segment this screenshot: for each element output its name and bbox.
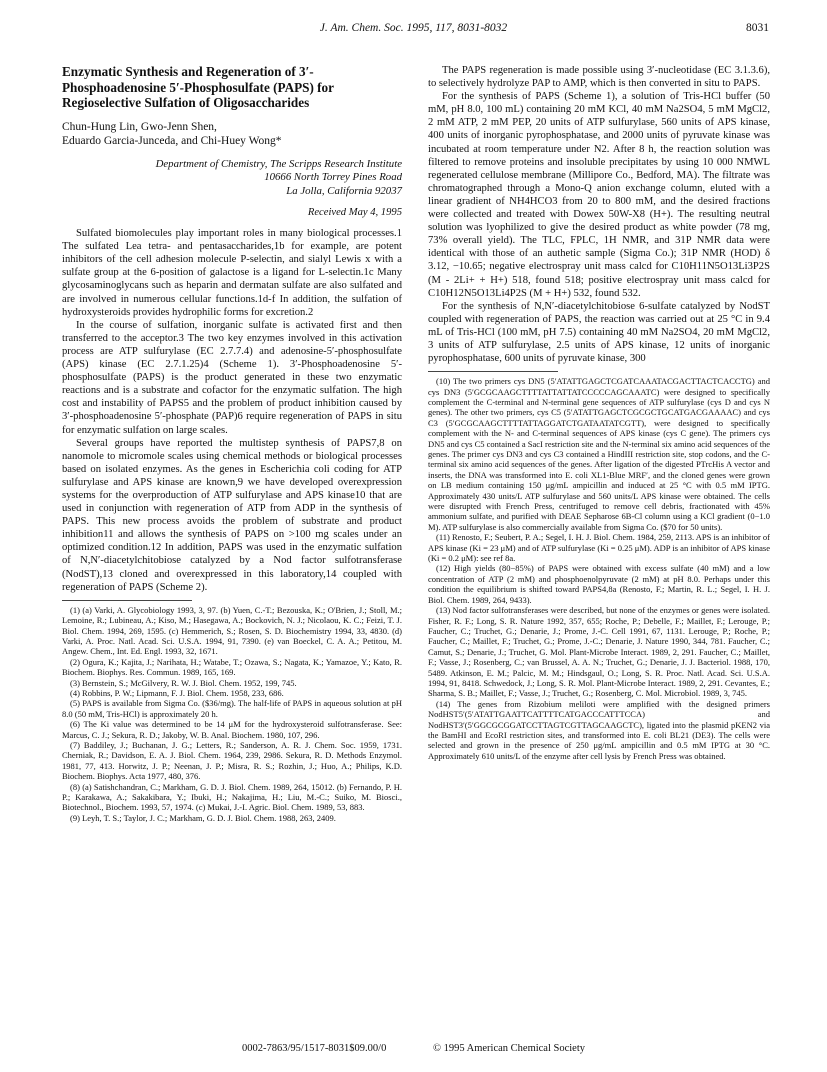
- footnote: (12) High yields (80−85%) of PAPS were obtained with excess sulfate (40 mM) and a low concentration of ATP (2 mM) and phosphoenolpyruvate (2 mM) at pH 8.0. Perhaps under this condition the equilibrium is shifted toward PAPS4,8a (Renosto, F.; Martin, R. L.; Segel, I. H. J. Biol. Chem. 1989, 264, 9433).: [428, 563, 770, 605]
- footnote: (14) The genes from Rizobium meliloti were amplified with the designed primers NodHST5′(5′ATATTGAATTCATTTTCATGACCCATTTCCA) and NodHST3′(5′GGCGCGGATCCTTAGTCGTTAGCAAGCTC), ligated into the plasmid pKEN2 via the BamHI and EcoRI restriction sites, and transformed into E. coli BL21 (DE3). The cells were selected and grown in the presence of 250 μg/mL ampicillin and 0.5 mM IPTG at 30 °C. Approximately 610 units/L of the enzyme after cell lysis by French Press was obtained.: [428, 698, 770, 761]
- journal-citation: J. Am. Chem. Soc. 1995, 117, 8031-8032: [319, 22, 508, 34]
- body-paragraph: For the synthesis of N,N′-diacetylchitobiose 6-sulfate catalyzed by NodST coupled with regeneration of PAPS, the reaction was carried out at 25 °C in 9.4 mL of Tris-HCl (100 mM, pH 7.5) containing 40 mM Na2SO4, 20 mM MgCl2, 3 units of ATP sulfurylase, 2.5 units of APS kinase, 12 units of inorganic pyrophosphatase, 600 units of pyruvate kinase, 300: [428, 300, 770, 365]
- footnote: (1) (a) Varki, A. Glycobiology 1993, 3, 97. (b) Yuen, C.-T.; Bezouska, K.; O'Brien, J.; Stoll, M.; Lemoine, R.; Lubineau, A.; Kiso, M.; Hasegawa, A.; Bockovich, N. J.; Nicolaou, K. C.; Feizi, T. J. Biol. Chem. 1994, 269, 1595. (c) Hemmerich, S.; Rosen, S. D. Biochemistry 1994, 33, 4830. (d) Varki, A. Proc. Natl. Acad. Sci. U.S.A. 1994, 91, 7390. (e) van Boeckel, C. A. A.; Petitou, M. Angew. Chem., Int. Ed. Engl. 1993, 32, 1671.: [62, 604, 402, 657]
- footnote: (13) Nod factor sulfotransferases were described, but none of the enzymes or genes were isolated. Fisher, R. F.; Long, S. R. Nature 1992, 357, 655; Roche, P.; Debelle, F.; Maillet, F.; Lerouge, P.; Faucher, C.; Truchet, G.; Denarie, J.; Prome, J.-C. Cell 1991, 67, 1131. Lerouge, P.; Roche, P.; Faucher, C.; Maillet, F.; Truchet, G.; Prome, J.-C.; Denarie, J. Nature 1990, 344, 781. Faucher, C.; Camut, S.; Denarie, J.; Truchet, G. Mol. Plant-Microbe Interact. 1989, 2, 291. Faucher, C.; Maillet, F.; Vasse, J.; Rosenberg, C.; van Brussel, A. A. N.; Truchet, G.; Denarie, J. J. Bacteriol. 1988, 170, 5489. Atkinson, E. M.; Palcic, M. M.; Hindsgaul, O.; Long, S. R. Proc. Natl. Acad. Sci. U.S.A. 1994, 91, 8418. Schwedock, J.; Long, S. R. Mol. Plant-Microbe Interact. 1989, 2, 291. Cevantes, E.; Sharma, S. B.; Maillet, F.; Vasse, J.; Truchet, G.; Rosenberg, C. Mol. Microbiol. 1989, 3, 745.: [428, 605, 770, 699]
- author-line: Eduardo Garcia-Junceda, and Chi-Huey Wong*: [62, 134, 282, 147]
- footnote-divider: [62, 600, 192, 601]
- right-column: [428, 64, 770, 761]
- footnote: (10) The two primers cys DN5 (5′ATATTGAGCTCGATCAAATACGACTTACTCACCTG) and cys DN3 (5′GCGCAAGCTTTTATTATTATCCCCCAGCAAATC) were designed to specifically complement the C-terminal and N-terminal gene sequences of ATP sulfurylase (cys D and cys N genes). The other two primers, cys C5 (5′ATATTGAGCTCGCGCTGCATGACGAAAAC) and cys C3 (5′GCGCAAGCTTTTATTAGGATCTGATAATATCGTT), were designed to specifically complement with the N- and C-terminal sequences of APS kinase (cys C gene). The primers cys DN5 and cys C5 contained a SacI restriction site and the N-terminal six amino acid sequences of the genes. The primer cys DN3 and cys C3 contained a HindIII restriction site, stop codons, and the C-terminal six amino acid sequences of the genes. After ligation of the digested PTrcHis A vector and inserts, the DNA was transformed into E. coli XL1-Blue MRF′, and the cloned genes were grown on LB medium containing 150 μg/mL ampicillin and induced at 25 °C with 0.5 mM IPTG. Approximately 430 units/L ATP sulfurylase and 560 units/L APS kinase were obtained. The cells were disrupted with French Press, centrifuged to remove cell debris, fractionated with 45% ammonium sulfate, and purified with DEAE Sepharose 6B-Cl column using a KCl gradient (0−1.0 M). ATP sulfurylase is also commercially available from Sigma Co. ($70 for 50 units).: [428, 376, 770, 532]
- left-column: [62, 64, 402, 823]
- footnote: (3) Bernstein, S.; McGilvery, R. W. J. Biol. Chem. 1952, 199, 745.: [70, 677, 297, 688]
- affiliation-line: Department of Chemistry, The Scripps Research Institute: [155, 157, 402, 170]
- body-paragraph: Sulfated biomolecules play important roles in many biological processes.1 The sulfated Lea tetra- and pentasaccharides,1b for example, are potent inhibitors of the cell adhesion molecule P-selectin, and sialyl Lewis x with a sulfate group at the 6-position of galactose is a ligand for L-selectin.1c Many glycosaminoglycans such as heparin and dermatan sulfate are also sulfated and are involved in numerous cellular functions.1d-f In addition, the sulfation of hydroxysteroids provides hydrophilic forms for excretion.2: [62, 228, 402, 318]
- affiliation-line: 10666 North Torrey Pines Road: [264, 171, 402, 183]
- author-list: [62, 120, 402, 148]
- affiliation-line: La Jolla, California 92037: [286, 184, 402, 197]
- footnote: (8) (a) Satishchandran, C.; Markham, G. D. J. Biol. Chem. 1989, 264, 15012. (b) Fernando, P. H. P.; Karakawa, A.; Sakakibara, Y.; Ibuki, H.; Nakajima, H.; Liu, M.-C.; Suiko, M. Biosci., Biotechnol., Biochem. 1993, 57, 1974. (c) Mukai, J.-I. Agric. Biol. Chem. 1989, 53, 883.: [62, 781, 402, 813]
- footnote: (11) Renosto, F.; Seubert, P. A.; Segel, I. H. J. Biol. Chem. 1984, 259, 2113. APS is an inhibitor of APS kinase (Ki = 23 μM) and of ATP sulfurylase (Ki = 0.25 μM). ADP is an inhibitor of APS kinase (Ki = 0.2 μM): see ref 8a.: [428, 532, 770, 564]
- page-footer: [0, 1043, 827, 1054]
- author-line: Chun-Hung Lin, Gwo-Jenn Shen,: [62, 120, 217, 133]
- footnote: (7) Baddiley, J.; Buchanan, J. G.; Letters, R.; Sanderson, A. R. J. Chem. Soc. 1959, 1731. Cherniak, R.; Davidson, E. A. J. Biol. Chem. 1964, 239, 2986. Sekura, R. D. Methods Enzymol. 1981, 77, 413. Horwitz, J. P.; Neenan, J. P.; Misra, R. S.; Rozhin, J.; Huo, A.; Philips, K.D. Biochem. Biophys. Acta 1977, 480, 376.: [62, 740, 402, 782]
- footnote: (4) Robbins, P. W.; Lipmann, F. J. Biol. Chem. 1958, 233, 686.: [70, 687, 284, 698]
- body-paragraph: Several groups have reported the multistep synthesis of PAPS7,8 on nanomole to micromole scales using chemical methods or biological processes based on isolated enzymes. As the genes in Escherichia coli coding for ATP sulfurylase and APS kinase are known,9 we have developed overexpression systems for the overproduction of ATP sulfurylase and APS kinase10 that are used in conjunction with regeneration of ATP from ADP in the synthesis of PAPS. This new process avoids the problem of substrate and product inhibition11 and allows the synthesis of PAPS on >100 mg scales under an optimized condition.12 In addition, PAPS was used in the enzymatic sulfation of N,N′-diacetylchitobiose catalyzed by a Nod factor sulfotransferase (NodST),13 cloned and overexpressed in this laboratory,14 coupled with regeneration of PAPS (Scheme 2).: [62, 437, 402, 593]
- footnote: (6) The Ki value was determined to be 14 μM for the hydroxysteroid sulfotransferase. See: Marcus, C. J.; Sekura, R. D.; Jakoby, W. B. Anal. Biochem. 1980, 107, 296.: [62, 719, 402, 740]
- article-title: Enzymatic Synthesis and Regeneration of 3′-Phosphoadenosine 5′-Phosphosulfate (PAPS) for Regioselective Sulfation of Oligosaccharides: [62, 64, 334, 110]
- body-paragraph: In the course of sulfation, inorganic sulfate is activated first and then transferred to the acceptor.3 The two key enzymes involved in this activation process are ATP sulfurylase (EC 2.7.7.4) and adenosine-5′-phosphosulfate (APS) kinase (EC 2.7.1.25)4 (Scheme 1). 3′-Phosphoadenosine 5′-phosphosulfate (PAPS) is the product generated in these two enzymatic reactions and is a substrate and cofactor for the enzymatic sulfation. The high cost and instability of PAPS5 and the problem of product inhibition caused by 3′-phosphoadenosine 5′-phosphate (PAP)6 require regeneration of PAPS in situ for enzymatic sulfation on large scales.: [62, 319, 402, 436]
- footnote: (5) PAPS is available from Sigma Co. ($36/mg). The half-life of PAPS in aqueous solution at pH 8.0 (50 mM, Tris-HCl) is approximately 20 h.: [62, 698, 402, 719]
- received-date: Received May 4, 1995: [307, 207, 402, 218]
- footnote: (2) Ogura, K.; Kajita, J.; Narihata, H.; Watabe, T.; Ozawa, S.; Nagata, K.; Yamazoe, Y.; Kato, R. Biochem. Biophys. Res. Commun. 1989, 165, 169.: [62, 656, 402, 678]
- copyright: © 1995 American Chemical Society: [432, 1043, 586, 1054]
- body-paragraph: For the synthesis of PAPS (Scheme 1), a solution of Tris-HCl buffer (50 mM, pH 8.0, 100 mL) containing 20 mM KCl, 40 mM Na2SO4, 5 mM MgCl2, 2 mM ATP, 2 mM PEP, 20 units of ATP sulfurylase, 560 units of APS kinase, 400 units of inorganic pyrophosphatase, and 2000 units of pyruvate kinase was incubated at room temperature under N2. After 8 h, the reaction solution was filtered to remove proteins and insoluble precipitates by using 10 000 NMWL regenerated cellulose membrane (Millipore Co., Bedford, MA). The filtrate was chromatographed through a Mono-Q anion exchange column, eluted with a linear gradient of NH4HCO3 from 20 to 800 mM, and the desired fractions were collected and treated with Dowex 50W-X8 (H+). The resulting neutral solution was lyophilized to give the desired product as white powder (78 mg, 73% overall yield). The TLC, FPLC, 1H NMR, and 31P NMR data were identical with those of an authetic sample (Sigma Co.); 31P NMR (HOD) δ 3.12, −10.65; negative electrospray unit mass calcd for C10H11N5O13Li3P2S (M - 2Li+ + H+) 518, found 518; positive electrospray unit mass calcd for C10H12N5O13Li4P2S (M + H+) 532, found 532.: [428, 91, 770, 299]
- page-number: 8031: [746, 22, 769, 34]
- affiliation: [62, 158, 402, 199]
- body-paragraph: The PAPS regeneration is made possible using 3′-nucleotidase (EC 3.1.3.6), to selectively hydrolyze PAP to AMP, which is then converted in situ to PAPS.: [428, 65, 770, 90]
- article-code: 0002-7863/95/1517-8031$09.00/0: [241, 1043, 387, 1054]
- running-header: [0, 22, 827, 38]
- footnote: (9) Leyh, T. S.; Taylor, J. C.; Markham, G. D. J. Biol. Chem. 1988, 263, 2409.: [70, 812, 336, 823]
- footnote-divider: [428, 371, 558, 372]
